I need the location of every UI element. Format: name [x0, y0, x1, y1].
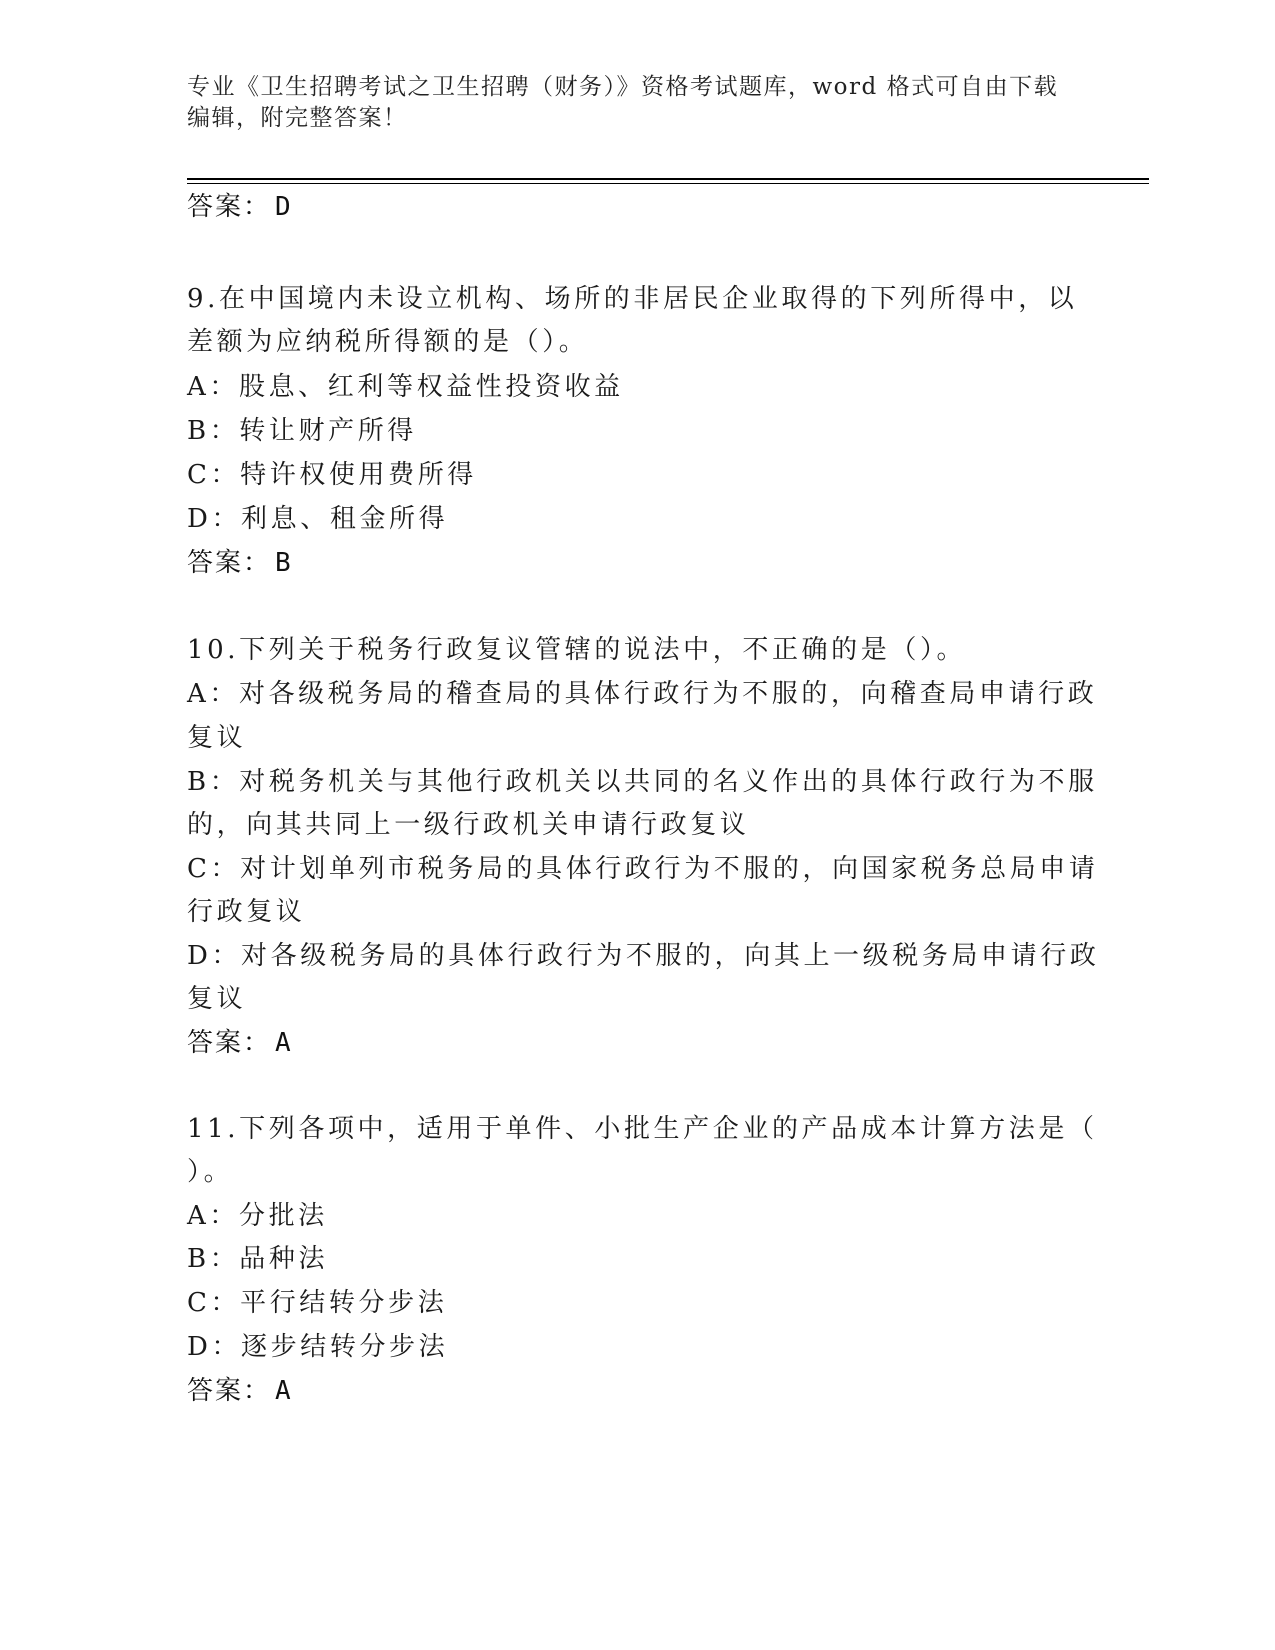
answer-value: D — [275, 192, 293, 222]
answer-label: 答案： — [187, 192, 272, 222]
question-9-option-c: C：特许权使用费所得 — [187, 460, 477, 490]
question-9-option-a: A：股息、红利等权益性投资收益 — [187, 372, 624, 402]
page-header — [187, 72, 1067, 134]
question-9-stem-line-1: 9.在中国境内未设立机构、场所的非居民企业取得的下列所得中，以 — [187, 284, 1078, 314]
question-10-option-c-line-2: 行政复议 — [187, 897, 306, 927]
answer-label: 答案： — [187, 1376, 272, 1406]
question-10-option-a-line-2: 复议 — [187, 723, 247, 753]
answer-value: B — [275, 548, 293, 578]
question-10-answer — [187, 1026, 293, 1060]
answer-label: 答案： — [187, 1028, 272, 1058]
question-10-option-b-line-2: 的，向其共同上一级行政机关申请行政复议 — [187, 810, 750, 840]
question-11-stem-line-1: 11.下列各项中，适用于单件、小批生产企业的产品成本计算方法是（ — [187, 1114, 1098, 1144]
question-11-option-c: C：平行结转分步法 — [187, 1288, 448, 1318]
question-10-option-d-line-2: 复议 — [187, 984, 247, 1014]
question-10-stem: 10.下列关于税务行政复议管辖的说法中，不正确的是（）。 — [187, 635, 967, 665]
answer-label: 答案： — [187, 548, 272, 578]
question-11-option-a: A：分批法 — [187, 1201, 328, 1231]
question-9-option-d: D：利息、租金所得 — [187, 504, 449, 534]
question-9-answer — [187, 546, 293, 580]
header-line-2: 编辑，附完整答案！ — [187, 105, 408, 131]
question-10-option-d-line-1: D：对各级税务局的具体行政行为不服的，向其上一级税务局申请行政 — [187, 941, 1100, 971]
question-10-option-a-line-1: A：对各级税务局的稽查局的具体行政行为不服的，向稽查局申请行政 — [187, 679, 1098, 709]
question-11-stem-line-2: ）。 — [187, 1157, 234, 1187]
answer-value: A — [275, 1376, 293, 1406]
header-rule-thick — [187, 178, 1149, 180]
question-10-option-b-line-1: B：对税务机关与其他行政机关以共同的名义作出的具体行政行为不服 — [187, 767, 1098, 797]
question-11-answer — [187, 1374, 293, 1408]
question-11-option-b: B：品种法 — [187, 1244, 329, 1274]
question-9-stem-line-2: 差额为应纳税所得额的是（）。 — [187, 327, 589, 357]
answer-value: A — [275, 1028, 293, 1058]
question-9-option-b: B：转让财产所得 — [187, 416, 417, 446]
header-rule-thin — [187, 183, 1149, 184]
question-11-option-d: D：逐步结转分步法 — [187, 1332, 449, 1362]
answer-line-prev — [187, 190, 293, 224]
question-10-option-c-line-1: C：对计划单列市税务局的具体行政行为不服的，向国家税务总局申请 — [187, 854, 1099, 884]
header-line-1: 专业《卫生招聘考试之卫生招聘（财务）》资格考试题库，word 格式可自由下载 — [187, 74, 1059, 100]
